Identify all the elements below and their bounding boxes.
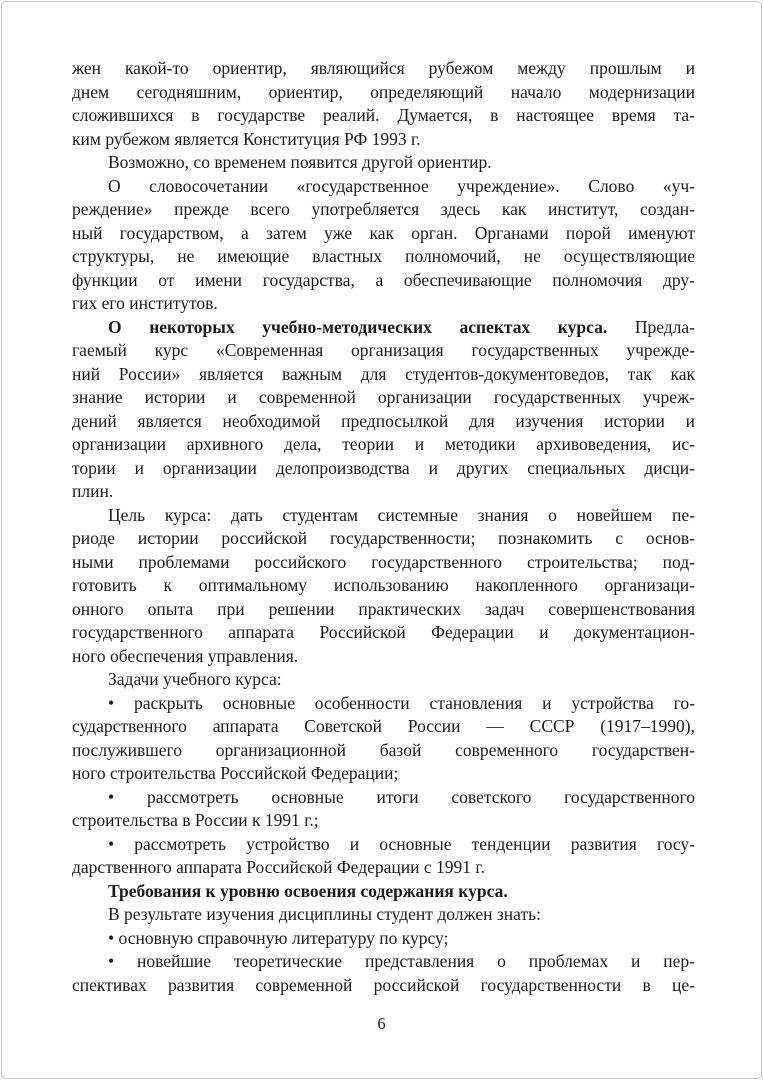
text-segment: тории и организации делопроизводства и других специальных дисци- <box>72 457 695 478</box>
text-segment: днем сегодняшним, ориентир, определяющий начало модернизации <box>72 81 695 102</box>
text-segment: Предла- <box>607 316 695 337</box>
paragraph <box>72 786 695 833</box>
text-line <box>72 433 695 457</box>
text-segment: В результате изучения дисциплины студент должен знать: <box>108 904 541 924</box>
text-segment: ными проблемами российского государственного строительства; под- <box>72 551 695 572</box>
text-line <box>72 974 695 998</box>
page-text <box>72 57 695 997</box>
text-segment: ного обеспечения управления. <box>72 645 299 666</box>
text-line <box>72 175 695 199</box>
text-line <box>72 668 695 692</box>
text-segment: • рассмотреть устройство и основные тенденции развития госу- <box>108 833 695 854</box>
text-segment: дений является необходимой предпосылкой для изучения истории и <box>72 410 695 431</box>
text-line <box>72 386 695 410</box>
text-segment: жен какой-то ориентир, являющийся рубежом между прошлым и <box>72 58 695 78</box>
text-segment: организации архивного дела, теории и методики архивоведения, ис- <box>72 434 695 454</box>
text-segment: сударственного аппарата Советской России — СССР (1917–1990), <box>72 716 695 736</box>
text-line <box>72 739 695 763</box>
text-segment: спективах развития современной российской государственности в це- <box>72 974 695 995</box>
text-line <box>72 809 695 833</box>
text-line <box>72 621 695 645</box>
text-line <box>72 269 695 293</box>
paragraph <box>72 504 695 669</box>
text-segment: плин. <box>72 481 114 501</box>
text-segment: • раскрыть основные особенности становления и устройства го- <box>108 692 695 713</box>
text-segment: Возможно, со временем появится другой ориентир. <box>108 152 492 172</box>
text-segment: риоде истории российской государственности; познакомить с основ- <box>72 528 695 548</box>
text-segment: строительства в России к 1991 г.; <box>72 810 319 830</box>
text-line <box>72 81 695 105</box>
text-line <box>72 574 695 598</box>
text-segment: реждение» прежде всего употребляется здесь как институт, создан- <box>72 199 695 219</box>
text-line <box>72 316 695 340</box>
text-segment: онного опыта при решении практических задач совершенствования <box>72 598 695 619</box>
text-line <box>72 410 695 434</box>
paragraph <box>72 57 695 151</box>
text-segment: структуры, не имеющие властных полномочий, не осуществляющие <box>72 246 695 266</box>
text-line <box>72 950 695 974</box>
text-segment: государственного аппарата Российской Федерации и документацион- <box>72 622 695 642</box>
text-segment: ний России» является важным для студентов-документоведов, так как <box>72 363 695 384</box>
paragraph <box>72 903 695 927</box>
text-line <box>72 128 695 152</box>
text-segment: • рассмотреть основные итоги советского государственного <box>108 786 695 807</box>
text-segment: ного строительства Российской Федерации; <box>72 763 399 783</box>
text-line <box>72 527 695 551</box>
text-line <box>72 856 695 880</box>
text-segment: • основную справочную литературу по курсу; <box>108 927 449 948</box>
text-segment: О словосочетании «государственное учреждение». Слово «уч- <box>108 175 695 196</box>
text-line <box>72 198 695 222</box>
text-line <box>72 151 695 175</box>
paragraph <box>72 950 695 997</box>
text-line <box>72 598 695 622</box>
text-line <box>72 927 695 951</box>
text-line <box>72 245 695 269</box>
text-line <box>72 551 695 575</box>
text-line <box>72 880 695 904</box>
text-line <box>72 480 695 504</box>
text-segment: готовить к оптимальному использованию накопленного организаци- <box>72 575 695 595</box>
text-line <box>72 457 695 481</box>
text-line <box>72 786 695 810</box>
text-segment: гаемый курс «Современная организация государственных учрежде- <box>72 340 695 360</box>
paragraph <box>72 833 695 880</box>
text-line <box>72 645 695 669</box>
text-segment: Задачи учебного курса: <box>108 669 282 689</box>
text-line <box>72 363 695 387</box>
text-segment: ный государством, а затем уже как орган. Органами порой именуют <box>72 222 695 243</box>
page-number: 6 <box>377 1014 386 1033</box>
paragraph <box>72 668 695 692</box>
text-line <box>72 292 695 316</box>
document-page <box>1 1 762 1079</box>
text-line <box>72 57 695 81</box>
text-segment: Цель курса: дать студентам системные знания о новейшем пе- <box>108 504 695 525</box>
text-segment: сложившихся в государстве реалий. Думается, в настоящее время та- <box>72 105 695 125</box>
paragraph <box>72 316 695 504</box>
text-line <box>72 504 695 528</box>
text-line <box>72 833 695 857</box>
text-segment: знание истории и современной организации государственных учреж- <box>72 387 695 407</box>
text-segment-bold: Требования к уровню освоения содержания курса. <box>108 880 508 901</box>
paragraph <box>72 175 695 316</box>
text-line <box>72 339 695 363</box>
text-segment-bold: О некоторых учебно-методических аспектах курса. <box>108 316 608 337</box>
paragraph <box>72 151 695 175</box>
text-line <box>72 104 695 128</box>
text-line <box>72 222 695 246</box>
text-line <box>72 692 695 716</box>
text-line <box>72 762 695 786</box>
paragraph <box>72 692 695 786</box>
text-segment: послужившего организационной базой современного государствен- <box>72 739 695 760</box>
text-segment: ким рубежом является Конституция РФ 1993 г. <box>72 128 421 149</box>
paragraph <box>72 927 695 951</box>
text-line <box>72 903 695 927</box>
text-line <box>72 715 695 739</box>
text-segment: • новейшие теоретические представления о проблемах и пер- <box>108 951 695 971</box>
text-segment: дарственного аппарата Российской Федерации с 1991 г. <box>72 857 485 877</box>
text-segment: гих его институтов. <box>72 293 218 313</box>
text-segment: функции от имени государства, а обеспечивающие полномочия дру- <box>72 269 695 290</box>
paragraph <box>72 880 695 904</box>
